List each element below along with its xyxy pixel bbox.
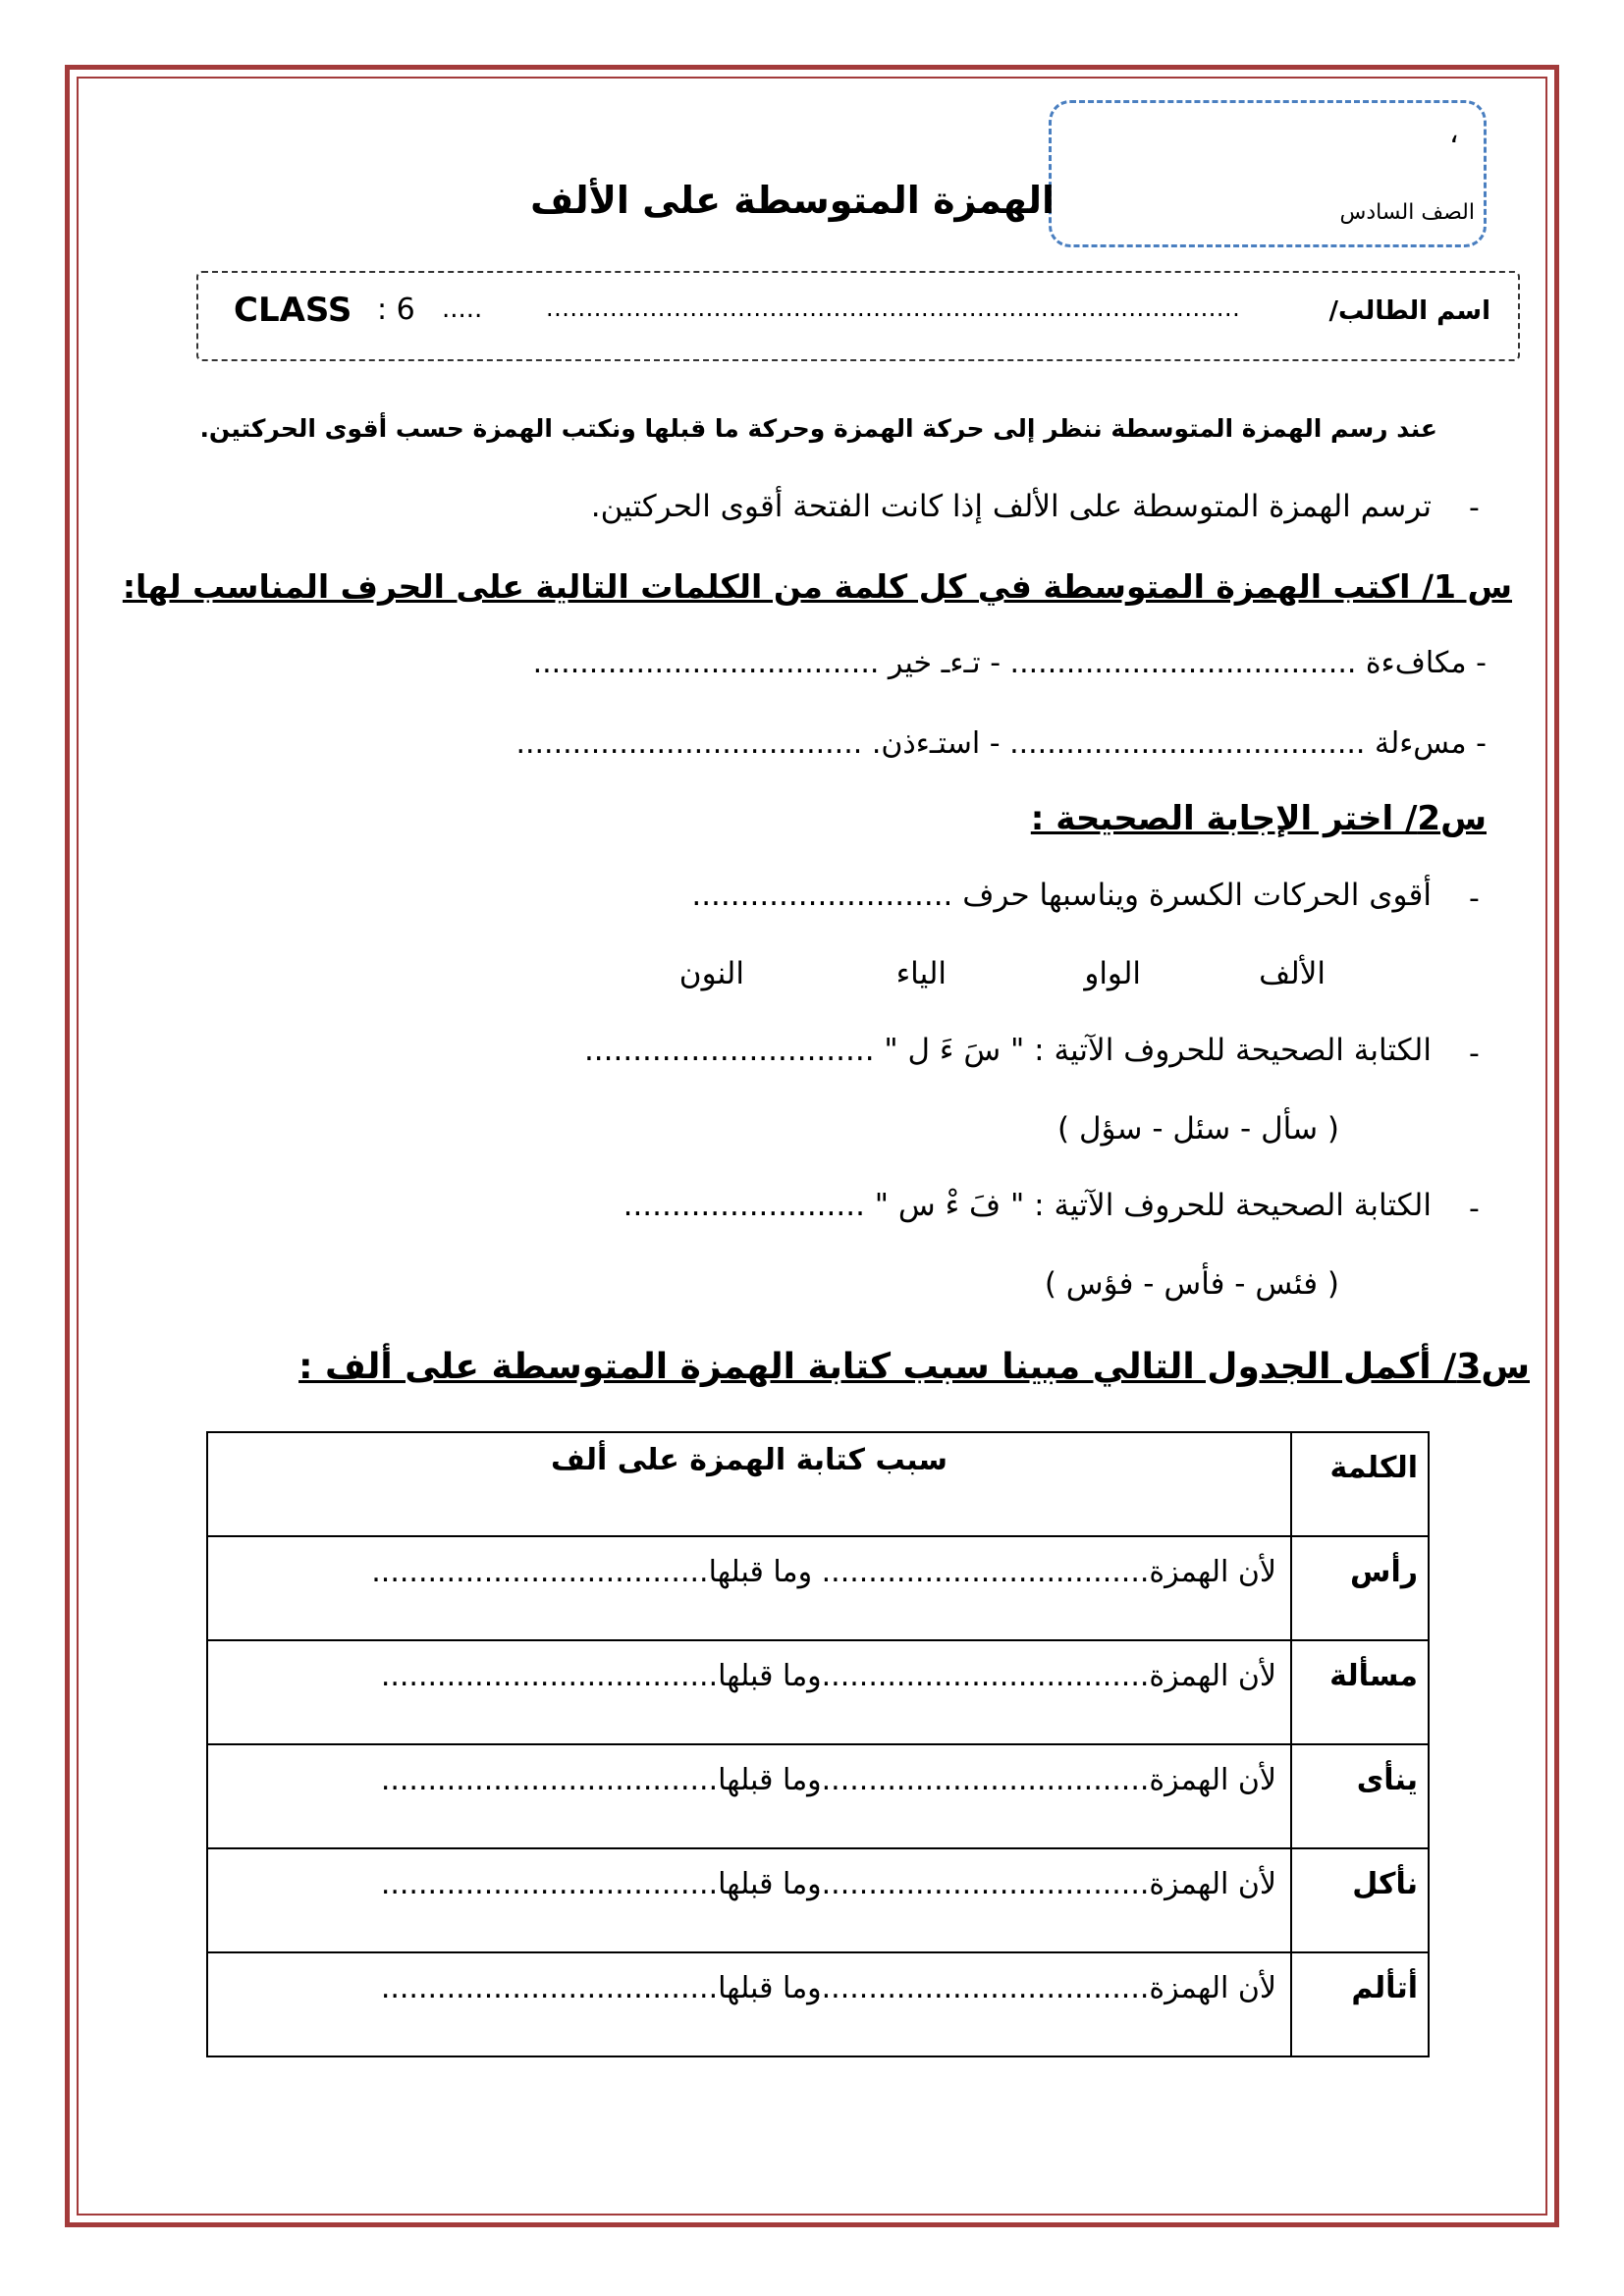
rule-dash: -: [1469, 491, 1480, 525]
row-word: ينأى: [1291, 1744, 1429, 1848]
row-reason[interactable]: لأن الهمزة...................................وما قبلها....................................: [207, 1952, 1291, 2056]
q2-item3-dash: -: [1469, 1192, 1480, 1226]
q2-item1-dash: -: [1469, 881, 1480, 916]
page-title: الهمزة المتوسطة على الألف: [530, 179, 1055, 222]
q2-options-3: ( فئس - فأس - فؤس ): [1044, 1266, 1339, 1302]
q2-item1-text: أقوى الحركات الكسرة ويناسبها حرف ...........................: [691, 878, 1432, 913]
table-row: [207, 1640, 1429, 1744]
table-row: [207, 1744, 1429, 1848]
intro-text: عند رسم الهمزة المتوسطة ننظر إلى حركة الهمزة وحركة ما قبلها ونكتب الهمزة حسب أقوى الحركتين.: [199, 414, 1437, 443]
q1-line-1: - مكافءة ..................................... - تـءـ خير .....................................: [532, 646, 1487, 680]
comma-mark: ،: [1449, 116, 1459, 150]
q1-title: س 1/ اكتب الهمزة المتوسطة في كل كلمة من الكلمات التالية على الحرف المناسب لها:: [122, 567, 1512, 606]
q2-item3-text: الكتابة الصحيحة للحروف الآتية : " فَ ءْ س " .........................: [623, 1188, 1432, 1223]
q2-option-alef: الألف: [1259, 956, 1326, 991]
reasons-table: [206, 1431, 1430, 2057]
class-dots: .....: [442, 294, 483, 324]
row-reason[interactable]: لأن الهمزة................................... وما قبلها....................................: [207, 1536, 1291, 1640]
row-word: أتألم: [1291, 1952, 1429, 2056]
row-reason[interactable]: لأن الهمزة...................................وما قبلها....................................: [207, 1744, 1291, 1848]
q2-option-noon: النون: [678, 956, 744, 991]
q2-item2-text: الكتابة الصحيحة للحروف الآتية : " سَ ءَ ل " ..............................: [583, 1033, 1432, 1068]
row-reason[interactable]: لأن الهمزة...................................وما قبلها....................................: [207, 1640, 1291, 1744]
row-word: نأكل: [1291, 1848, 1429, 1952]
grade-box: [1049, 100, 1487, 247]
class-label: CLASS: [234, 291, 352, 330]
row-reason[interactable]: لأن الهمزة...................................وما قبلها....................................: [207, 1848, 1291, 1952]
q1-line-2: - مسءلة ...................................... - استـءذن. .....................................: [515, 726, 1487, 761]
q2-options-2: ( سأل - سئل - سؤل ): [1057, 1111, 1339, 1147]
student-name-field[interactable]: .......................................................................................: [546, 294, 1241, 322]
row-word: مسألة: [1291, 1640, 1429, 1744]
q3-title: س3/ أكمل الجدول التالي مبينا سبب كتابة الهمزة المتوسطة على ألف :: [298, 1347, 1530, 1387]
q2-item2-dash: -: [1469, 1037, 1480, 1071]
row-word: رأس: [1291, 1536, 1429, 1640]
q2-option-ya: الياء: [895, 956, 947, 991]
table-row: [207, 1536, 1429, 1640]
table-header-row: [207, 1432, 1429, 1536]
table-row: [207, 1952, 1429, 2056]
q2-title: س2/ اختر الإجابة الصحيحة :: [1030, 799, 1487, 838]
header-word: الكلمة: [1291, 1432, 1429, 1536]
student-name-label: اسم الطالب/: [1328, 296, 1490, 326]
rule-text: ترسم الهمزة المتوسطة على الألف إذا كانت الفتحة أقوى الحركتين.: [590, 489, 1432, 524]
q2-option-waw: الواو: [1084, 956, 1141, 991]
grade-label: الصف السادس: [1339, 200, 1475, 225]
class-value: : 6: [377, 293, 415, 327]
header-reason: سبب كتابة الهمزة على ألف: [207, 1432, 1291, 1536]
table-row: [207, 1848, 1429, 1952]
